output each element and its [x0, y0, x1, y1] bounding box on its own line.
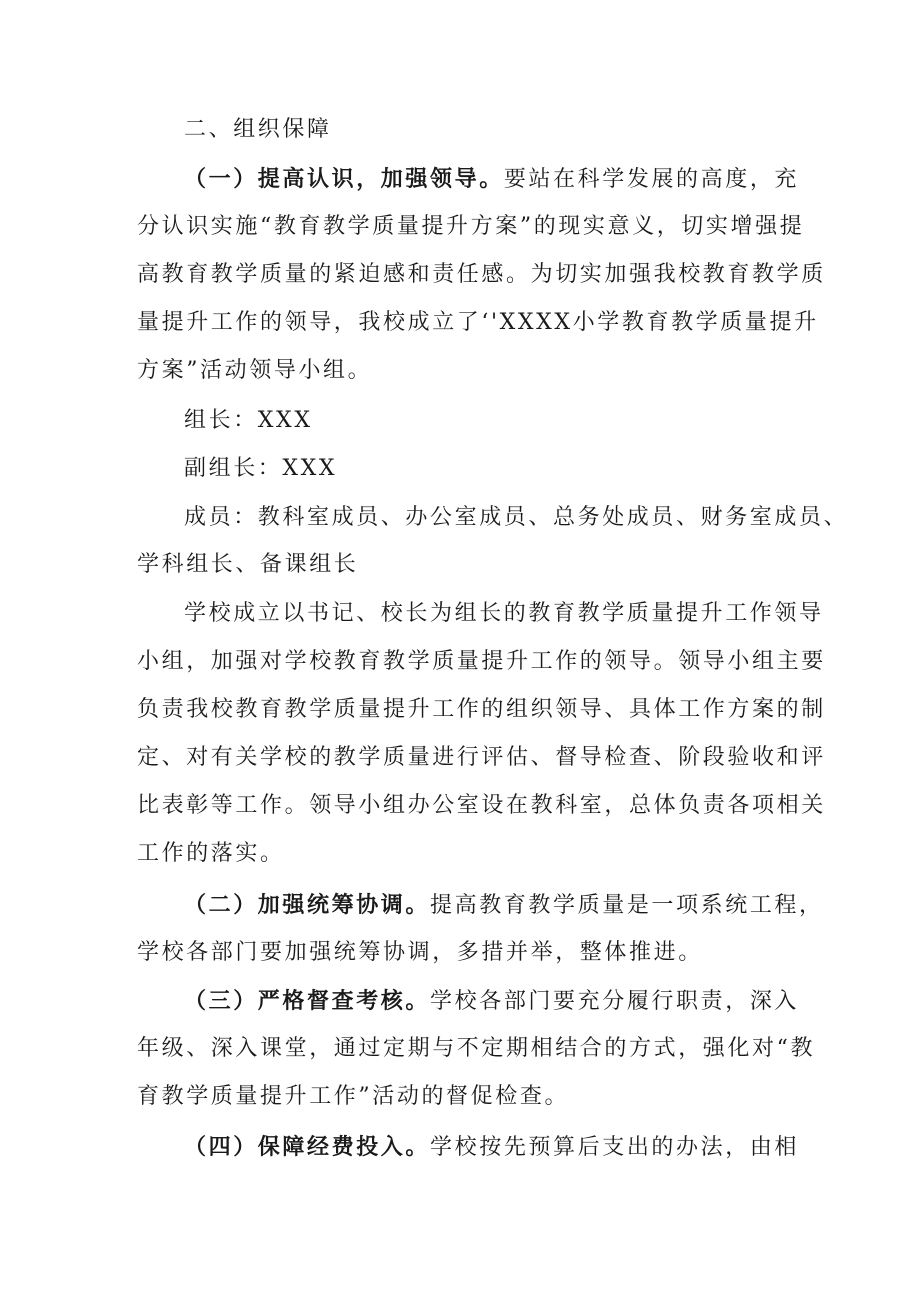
paragraph-4-line-3: 育教学质量提升工作”活动的督促检查。	[137, 1084, 570, 1109]
paragraph-2-line-6: 工作的落实。	[137, 841, 285, 866]
paragraph-5-lead: （四）保障经费投入。	[184, 1134, 431, 1160]
members-line-1: 成员：教科室成员、办公室成员、总务处成员、财务室成员、	[184, 505, 849, 530]
paragraph-1-line-1	[184, 164, 799, 195]
paragraph-5-line-1	[184, 1132, 799, 1163]
paragraph-2-line-1: 学校成立以书记、校长为组长的教育教学质量提升工作领导	[184, 601, 824, 626]
paragraph-4-line-1-rest: 学校各部门要充分履行职责，深入	[430, 989, 800, 1014]
paragraph-2-line-3: 负责我校教育教学质量提升工作的组织领导、具体工作方案的制	[137, 697, 826, 722]
paragraph-2-line-2: 小组，加强对学校教育教学质量提升工作的领导。领导小组主要	[137, 649, 826, 674]
paragraph-4-line-1	[184, 986, 799, 1017]
members-line-2: 学科组长、备课组长	[137, 552, 359, 577]
section-title: 二、组织保障	[184, 117, 332, 142]
paragraph-3-lead: （二）加强统筹协调。	[184, 892, 431, 918]
paragraph-1-line-1-rest: 要站在科学发展的高度，充	[503, 167, 800, 192]
paragraph-1-lead: （一）提高认识，加强领导。	[184, 166, 504, 192]
paragraph-1-line-4: 量提升工作的领导，我校成立了‘'XXXX小学教育教学质量提升	[137, 310, 819, 335]
paragraph-1-line-2: 分认识实施“教育教学质量提升方案”的现实意义，切实增强提	[137, 214, 805, 239]
paragraph-2-line-4: 定、对有关学校的教学质量进行评估、督导检查、阶段验收和评	[137, 745, 826, 770]
paragraph-3-line-1-rest: 提高教育教学质量是一项系统工程，	[430, 893, 824, 918]
paragraph-1-line-5: 方案”活动领导小组。	[137, 358, 373, 383]
paragraph-2-line-5: 比表彰等工作。领导小组办公室设在教科室，总体负责各项相关	[137, 793, 826, 818]
paragraph-1-line-3: 高教育教学质量的紧迫感和责任感。为切实加强我校教育教学质	[137, 262, 826, 287]
paragraph-4-lead: （三）严格督查考核。	[184, 988, 431, 1014]
paragraph-4-line-2: 年级、深入课堂，通过定期与不定期相结合的方式，强化对“教	[137, 1036, 816, 1061]
vice-leader-line: 副组长：XXX	[184, 456, 338, 481]
leader-line: 组长：XXX	[184, 408, 313, 433]
paragraph-3-line-1	[184, 890, 824, 921]
paragraph-5-line-1-rest: 学校按先预算后支出的办法，由相	[430, 1135, 800, 1160]
paragraph-3-line-2: 学校各部门要加强统筹协调，多措并举，整体推进。	[137, 940, 703, 965]
